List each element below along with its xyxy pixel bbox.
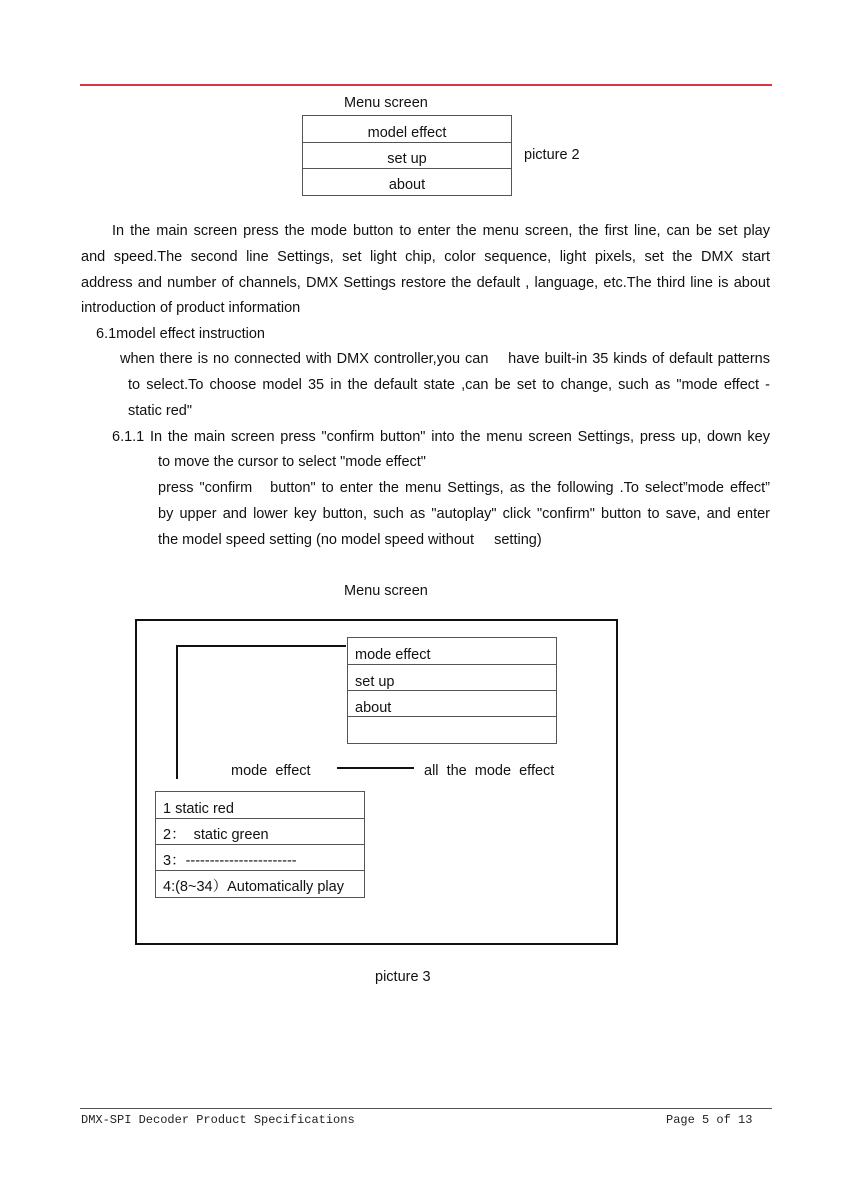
effect-row: 2： static green xyxy=(156,819,364,845)
footer-title: DMX-SPI Decoder Product Specifications xyxy=(81,1113,355,1127)
paragraph-line: In the main screen press the mode button to enter the menu screen, the first line, can be set play xyxy=(112,223,770,239)
footer-rule xyxy=(80,1108,772,1109)
picture3-menu-table xyxy=(347,637,557,744)
paragraph-line: and speed.The second line Settings, set light chip, color sequence, light pixels, set the DMX start xyxy=(81,249,770,265)
mode-effect-label: mode effect xyxy=(231,763,311,779)
menu-row-about: about xyxy=(388,177,426,193)
paragraph-line: to move the cursor to select "mode effect" xyxy=(158,454,426,470)
menu-row-about: about xyxy=(348,691,556,717)
effects-table xyxy=(155,791,365,898)
picture2-label: picture 2 xyxy=(524,147,580,163)
effect-row: 1 static red xyxy=(156,792,364,819)
effect-row: 4:(8~34）Automatically play xyxy=(163,879,344,895)
paragraph-line: introduction of product information xyxy=(81,300,301,316)
paragraph-line: address and number of channels, DMX Settings restore the default , language, etc.The third line is about xyxy=(81,275,770,291)
paragraph-line: 6.1.1 In the main screen press "confirm button" into the menu screen Settings, press up, down key xyxy=(112,429,770,445)
effect-row: 3：----------------------- xyxy=(156,845,364,871)
picture2-menu-table xyxy=(302,115,512,196)
paragraph-line: to select.To choose model 35 in the default state ,can be set to change, such as "mode effect - xyxy=(128,377,770,393)
paragraph-line: press "confirm button" to enter the menu Settings, as the following .To select”mode effect” xyxy=(158,480,770,496)
picture3-caption: Menu screen xyxy=(344,583,428,599)
header-rule xyxy=(80,84,772,86)
menu-row-model-effect: model effect xyxy=(303,116,511,143)
connector-line-vertical xyxy=(176,645,178,779)
paragraph-line: by upper and lower key button, such as "autoplay" click "confirm" button to save, and enter xyxy=(158,506,770,522)
paragraph-line: when there is no connected with DMX controller,you can have built-in 35 kinds of default patterns xyxy=(120,351,770,367)
picture2-caption: Menu screen xyxy=(344,95,428,111)
connector-line-horizontal xyxy=(176,645,346,647)
menu-row-mode-effect: mode effect xyxy=(348,638,556,665)
footer-page-number: Page 5 of 13 xyxy=(666,1113,753,1127)
menu-row-set-up: set up xyxy=(348,665,556,691)
paragraph-line: the model speed setting (no model speed without setting) xyxy=(158,532,542,548)
section-heading-6-1: 6.1model effect instruction xyxy=(96,326,265,342)
menu-row-set-up: set up xyxy=(303,143,511,169)
all-mode-effect-label: all the mode effect xyxy=(424,763,555,779)
menu-row-empty xyxy=(348,717,556,743)
picture3-label: picture 3 xyxy=(375,969,431,985)
arrow-line xyxy=(337,767,414,769)
paragraph-line: static red" xyxy=(128,403,192,419)
